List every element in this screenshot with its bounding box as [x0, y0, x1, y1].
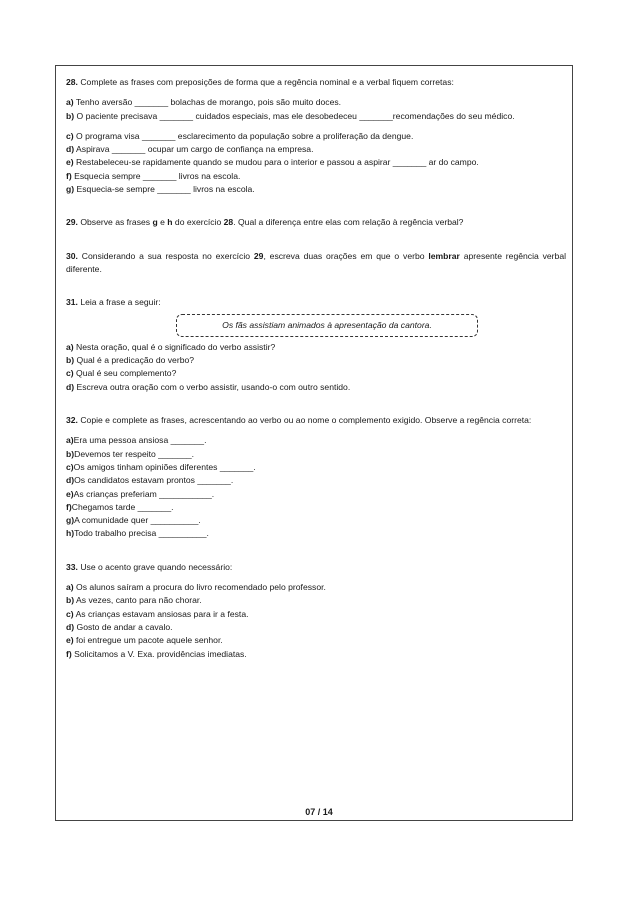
- q32-item-c: c)Os amigos tinham opiniões diferentes _______.: [66, 461, 256, 472]
- q28-item-f: f) Esquecia sempre _______ livros na escola.: [66, 170, 241, 181]
- question-32-prompt: 32. Copie e complete as frases, acrescentando ao verbo ou ao nome o complemento exigido. Observe a regência correta:: [66, 415, 532, 426]
- q33-item-c: c) As crianças estavam ansiosas para ir a festa.: [66, 608, 249, 619]
- q28-item-c: c) O programa visa _______ esclarecimento da população sobre a proliferação da dengue.: [66, 130, 414, 141]
- q28-item-b: b) O paciente precisava _______ cuidados especiais, mas ele desobedeceu _______recomendações do seu médico.: [66, 110, 515, 121]
- q28-item-a: a) Tenho aversão _______ bolachas de morango, pois são muito doces.: [66, 97, 342, 108]
- q32-item-a: a)Era uma pessoa ansiosa _______.: [66, 435, 207, 446]
- q33-item-e: e) foi entregue um pacote aquele senhor.: [66, 635, 223, 646]
- question-31-prompt: 31. Leia a frase a seguir:: [66, 297, 161, 308]
- page-number: 07 / 14: [305, 807, 333, 817]
- q32-item-d: d)Os candidatos estavam prontos _______.: [66, 475, 234, 486]
- q32-item-b: b)Devemos ter respeito _______.: [66, 448, 195, 459]
- q28-item-g: g) Esquecia-se sempre _______ livros na escola.: [66, 184, 255, 195]
- q28-item-d: d) Aspirava _______ ocupar um cargo de confiança na empresa.: [66, 144, 314, 155]
- q31-item-d: d) Escreva outra oração com o verbo assistir, usando-o com outro sentido.: [66, 381, 351, 392]
- quoted-sentence-box: Os fãs assistiam animados à apresentação da cantora.: [176, 314, 478, 337]
- question-30-prompt: 30. Considerando a sua resposta no exercício 29, escreva duas orações em que o verbo lembrar apresente regência verbal diferente.: [66, 250, 567, 274]
- q32-item-e: e)As crianças preferiam ___________.: [66, 488, 215, 499]
- worksheet-content: [66, 76, 566, 661]
- question-28-prompt: 28. Complete as frases com preposições de forma que a regência nominal e a verbal fiquem corretas:: [66, 77, 454, 87]
- question-29-prompt: 29. Observe as frases g e h do exercício 28. Qual a diferença entre elas com relação à regência verbal?: [66, 217, 464, 228]
- q31-item-a: a) Nesta oração, qual é o significado do verbo assistir?: [66, 341, 276, 352]
- q32-item-g: g)A comunidade quer __________.: [66, 515, 201, 526]
- q33-item-b: b) As vezes, canto para não chorar.: [66, 595, 202, 606]
- q31-item-c: c) Qual é seu complemento?: [66, 368, 177, 379]
- question-33-prompt: 33. Use o acento grave quando necessário:: [66, 561, 233, 572]
- q32-item-h: h)Todo trabalho precisa __________.: [66, 528, 209, 539]
- q28-item-e: e) Restabeleceu-se rapidamente quando se mudou para o interior e passou a aspirar _______ ar do campo.: [66, 157, 479, 168]
- q33-item-f: f) Solicitamos a V. Exa. providências imediatas.: [66, 648, 247, 659]
- q33-item-a: a) Os alunos saíram a procura do livro recomendado pelo professor.: [66, 582, 326, 593]
- q33-item-d: d) Gosto de andar a cavalo.: [66, 621, 173, 632]
- q32-item-f: f)Chegamos tarde _______.: [66, 501, 174, 512]
- q31-item-b: b) Qual é a predicação do verbo?: [66, 355, 195, 366]
